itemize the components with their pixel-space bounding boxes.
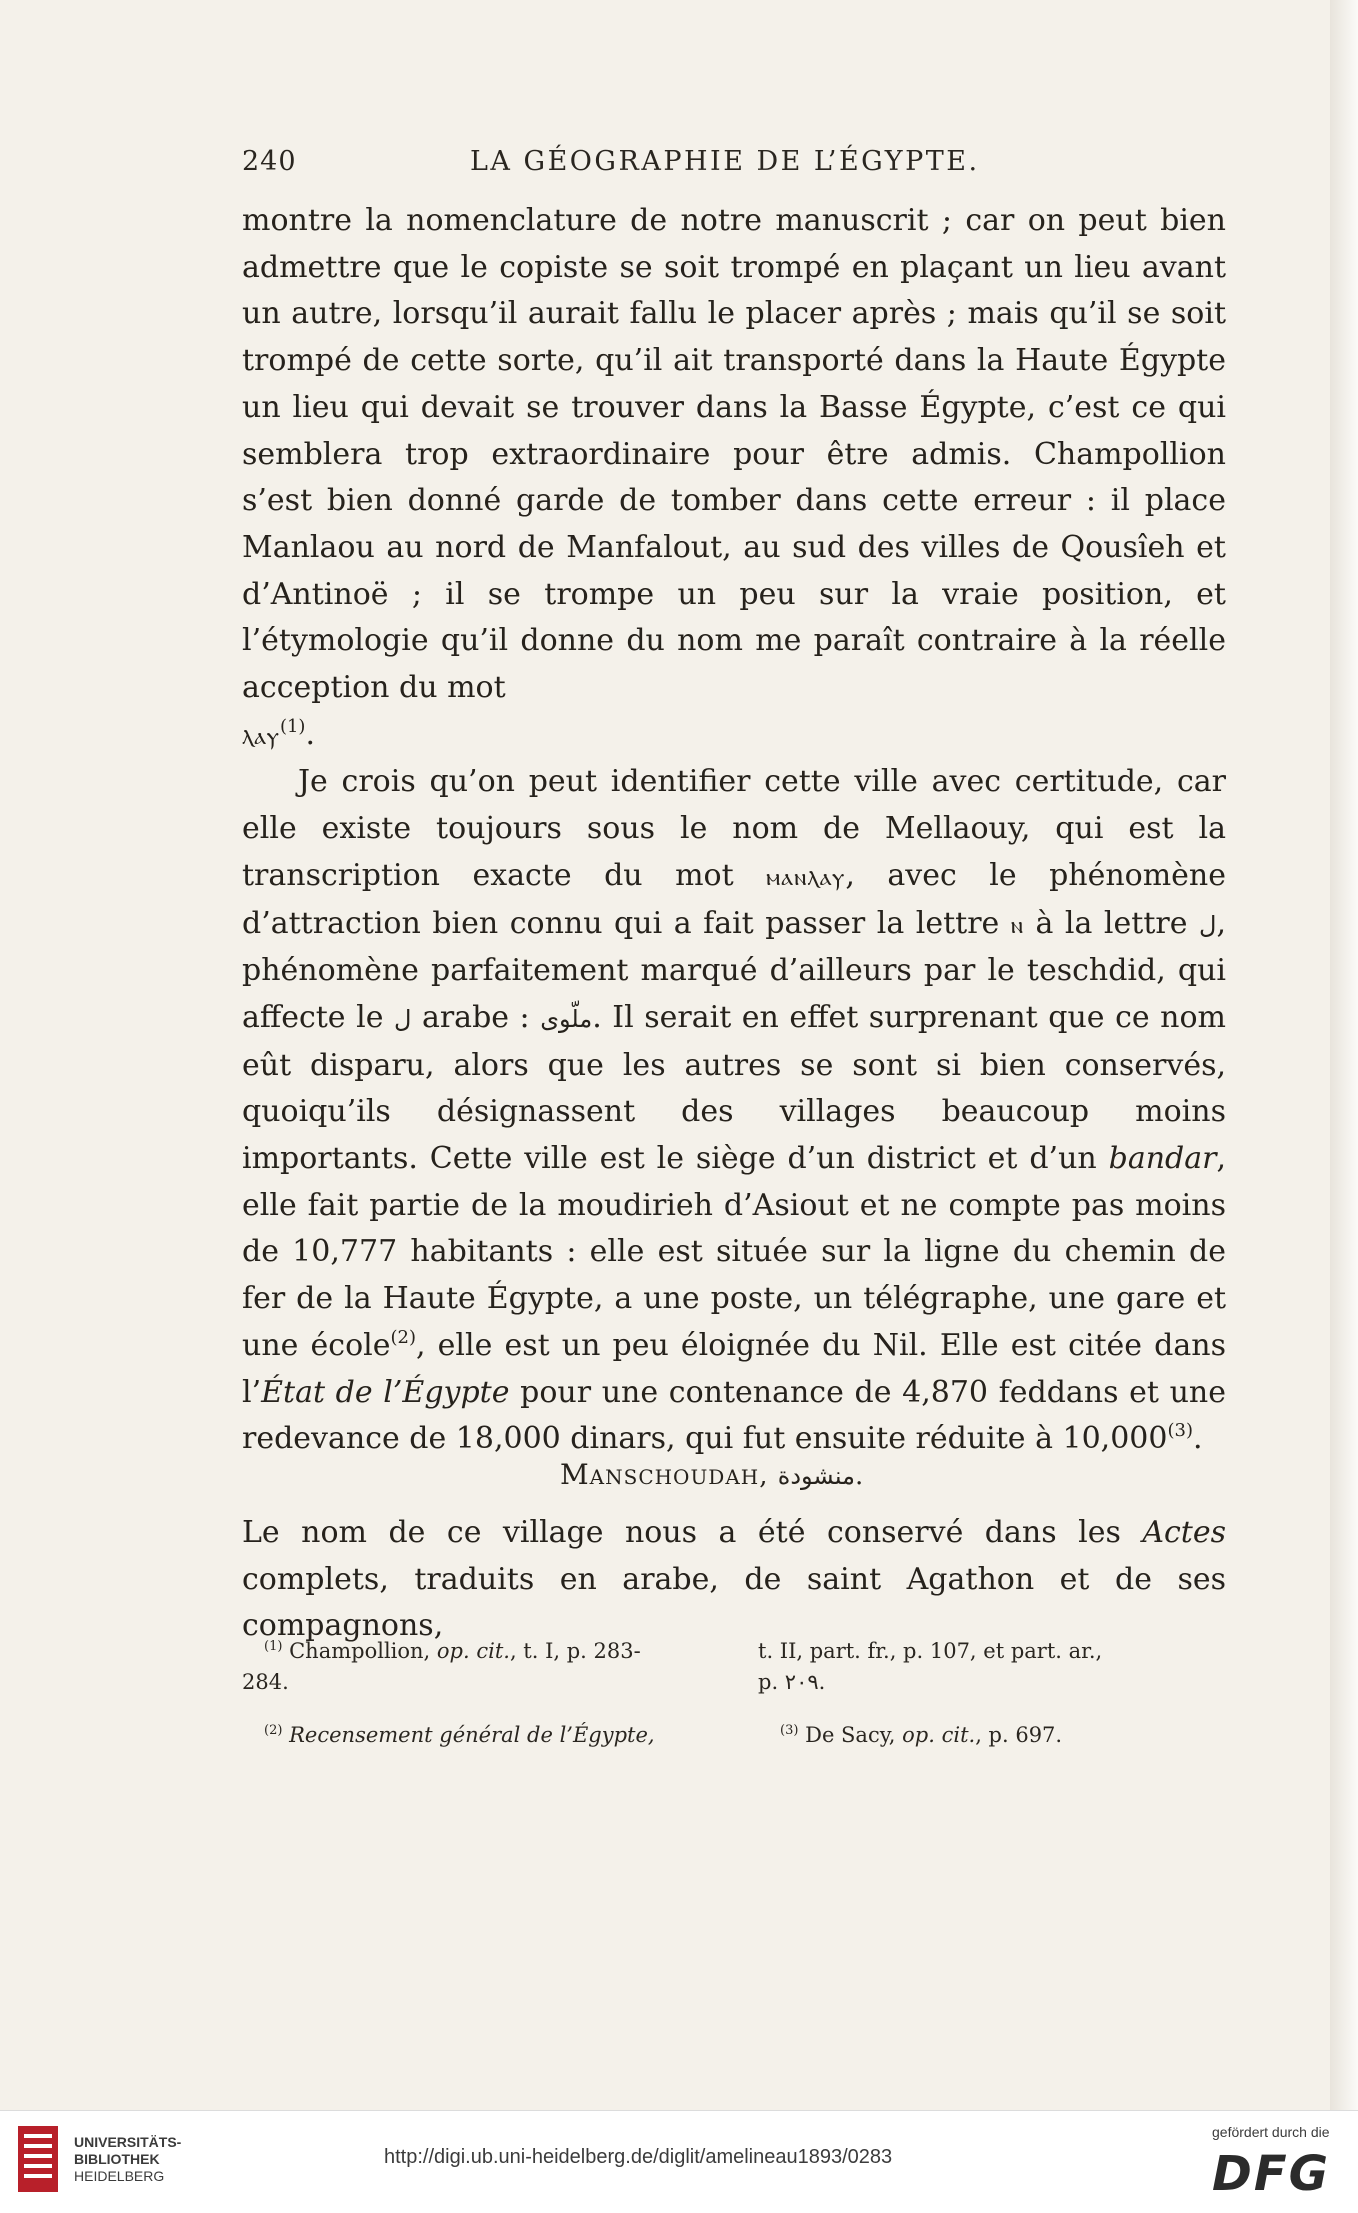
section-text (242, 1510, 1226, 1650)
footnote-1 (264, 1636, 734, 1667)
page-number: 240 (242, 146, 297, 177)
p1-line: un lieu qui devait se trouver dans la Basse Égypte, c’est ce qui (242, 389, 1226, 425)
p2-text: . (1192, 1421, 1203, 1457)
section-punct: . (854, 1461, 864, 1491)
coptic-word: ⲗⲁⲩ (242, 721, 280, 750)
footnote-2 (264, 1720, 734, 1751)
footnote-text: t. II, part. fr., p. 107, et part. ar., (758, 1639, 1103, 1663)
library-line: BIBLIOTHEK (74, 2151, 160, 2167)
library-line: UNIVERSITÄTS- (74, 2134, 182, 2150)
p2-text: Je crois qu’on peut identifier cette ville avec certitude, car elle existe toujours sous le nom de Mellaouy, qui est la transcription exacte du mot (242, 764, 1226, 893)
italic-actes: Actes (1142, 1515, 1226, 1550)
p2-text: , elle fait partie de la moudirieh d’Asiout et ne compte pas moins de 10,777 habitants : elle est située sur la ligne du chemin de fer de la Haute Égypte, a une poste, un télégraphe, une gare et une école (242, 1141, 1226, 1363)
p2-text: , elle est un peu éloignée du Nil. Elle est citée dans l’ (242, 1327, 1226, 1410)
p2-text: . Il serait en effet surprenant que ce nom eût disparu, alors que les autres se sont si bien conservés, quoiqu’ils désignassent des villages beaucoup moins importants. Cette ville est le siège d’un district et d’un (242, 999, 1226, 1177)
dfg-logo[interactable]: DFG (1212, 2146, 1331, 2202)
footnote-mark-1: (1) (264, 1639, 283, 1654)
footnote-1-cont (242, 1667, 542, 1698)
arabic-letter: ل (1199, 910, 1217, 939)
p1-line: semblera trop extraordinaire pour être admis. Champollion s’est (242, 436, 1226, 519)
arabic-letter: ل (393, 1004, 412, 1033)
arabic-word: ملّوى (540, 1004, 593, 1033)
section-arabic: منشودة (777, 1462, 855, 1490)
footnote-opcit: op. cit. (436, 1639, 510, 1663)
paragraph-2 (242, 759, 1226, 1463)
paragraph-3 (242, 1510, 1226, 1650)
footnote-text: De Sacy, (805, 1723, 896, 1747)
paragraph-1: montre la nomenclature de notre manuscrit ; car on peut bien admettre que le copiste se soit trompé en plaçant un lieu avant un autre, lorsqu’il aurait fallu le placer après ; mais qu’il se soit trompé de cette sorte, qu’il ait transporté dans la Haute Égypte un lieu qui devait se trouver dans la Basse Égypte, c’est ce qui semblera trop extraordinaire pour être admis. Champollion s’est bien donné garde de tomber dans cette erreur : il place Manlaou au nord de Manfalout, au sud des villes de Qousîeh et d’Antinoë ; il se trompe un peu sur la vraie position, et l’étymologie qu’il donne du nom me paraît contraire à la réelle acception du mot ⲗⲁⲩ$^{(1)}$. (242, 203, 1227, 752)
library-line: HEIDELBERG (74, 2168, 165, 2184)
footnote-text: 284. (242, 1670, 289, 1694)
section-title: Manschoudah (560, 1458, 760, 1491)
footnote-ref-2[interactable]: (2) (390, 1326, 416, 1348)
footnote-mark-3: (3) (780, 1723, 799, 1738)
p1-line: admettre que le copiste se soit trompé en plaçant un lieu avant un (242, 249, 1226, 332)
p1-line: autre, lorsqu’il aurait fallu le placer après ; mais qu’il se soit (291, 296, 1227, 332)
footnote-1b (758, 1636, 1228, 1667)
p1-line: au nord de Manfalout, au sud des villes de Qousîeh et d’Antinoë ; (242, 529, 1226, 612)
main-text (242, 198, 1226, 1463)
coptic-letter: ⲛ (1010, 910, 1024, 939)
funded-by-label: gefördert durch die (1212, 2124, 1330, 2140)
page-edge (1330, 0, 1358, 2110)
p1-line: trompé de cette sorte, qu’il ait transporté dans la Haute Égypte (242, 343, 1226, 379)
italic-bandar: bandar (1108, 1141, 1217, 1177)
footnote-text: , t. I, p. 283- (509, 1639, 641, 1663)
p1-line: il se trompe un peu sur la vraie position, et l’étymologie qu’il (242, 576, 1226, 659)
running-header (242, 146, 1014, 190)
italic-etat: État de l’Égypte (261, 1374, 510, 1410)
footnote-3 (780, 1720, 1220, 1751)
library-name[interactable] (74, 2134, 214, 2185)
p1-line: montre la nomenclature de notre manuscrit ; car on peut bien (242, 203, 1226, 238)
p1-line: donne du nom me paraît contraire à la réelle acception du mot (242, 623, 1226, 706)
section-heading: Manschoudah, منشودة. (560, 1458, 864, 1491)
p3-text: complets, traduits en arabe, de saint Agathon et de ses compagnons, (242, 1561, 1226, 1644)
running-title: LA GÉOGRAPHIE DE L’ÉGYPTE. (470, 146, 980, 177)
footnote-text: Recensement général de l’Égypte, (289, 1723, 655, 1747)
university-library-logo-icon[interactable] (16, 2124, 60, 2194)
footnote-text: , p. 697. (975, 1723, 1063, 1747)
p2-text: , avec le phénomène d’attraction bien connu qui a fait passer la lettre (242, 857, 1227, 941)
p2-text: à la lettre (1035, 905, 1188, 941)
coptic-word: ⲙⲁⲛⲗⲁⲩ (766, 862, 846, 891)
footnote-opcit: op. cit. (902, 1723, 976, 1747)
p3-text: Le nom de ce village nous a été conservé dans les (242, 1515, 1121, 1550)
footnote-text: Champollion, (289, 1639, 431, 1663)
footnote-text: p. ٢٠٩. (758, 1670, 826, 1694)
footnote-mark-2: (2) (264, 1723, 283, 1738)
footnote-ref-3[interactable]: (3) (1167, 1420, 1193, 1442)
p2-text: , phénomène parfaitement marqué d’ailleurs par le teschdid, qui affecte le (242, 905, 1227, 1035)
p1-line: bien donné garde de tomber dans cette erreur : il place Manlaou (242, 483, 1226, 565)
footnote-1b-cont (758, 1667, 1058, 1698)
permalink-url[interactable]: http://digi.ub.uni-heidelberg.de/diglit/amelineau1893/0283 (384, 2146, 893, 2168)
footnote-ref-1[interactable]: (1) (279, 715, 306, 737)
p2-text: arabe : (421, 999, 530, 1035)
p2-text: pour une contenance de 4,870 feddans et une redevance de 18,000 dinars, qui fut ensuite réduite à 10,000 (242, 1374, 1227, 1457)
